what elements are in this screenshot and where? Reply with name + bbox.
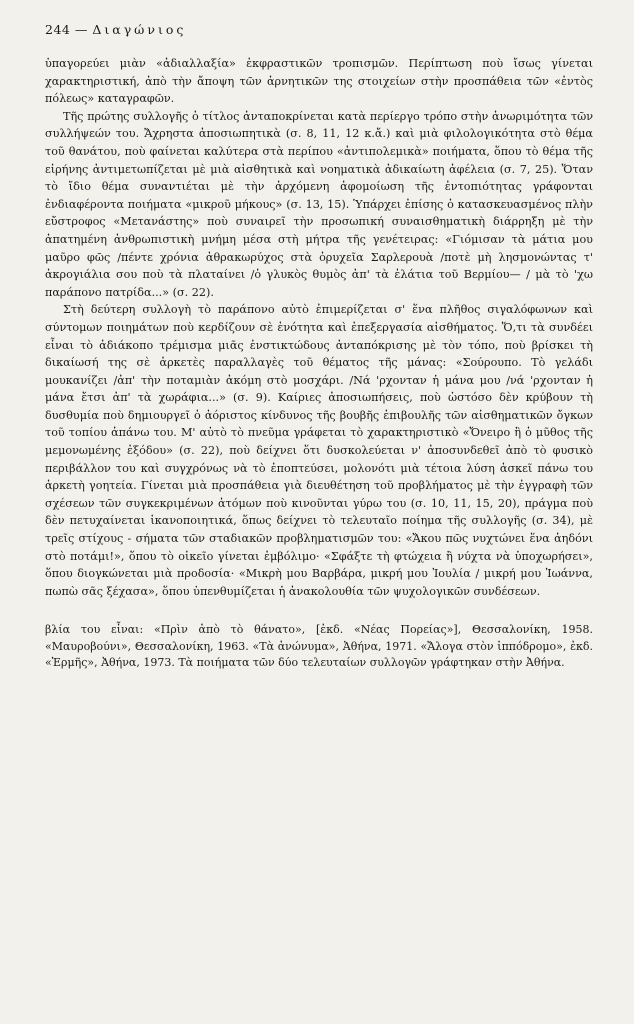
- main-text: [45, 55, 593, 600]
- book-page: [45, 22, 593, 672]
- header-dash: —: [74, 22, 88, 37]
- journal-title: Διαγώνιος: [92, 22, 187, 37]
- paragraph-1: ὑπαγορεύει μιὰν «ἀδιαλλαξία» ἐκφραστικῶν τροπισμῶν. Περίπτωση ποὺ ἴσως γίνεται χαρακτηριστική, ἀπὸ τὴν ἄποψη τῶν ἀρνητικῶν της στοιχείων στὴν προσπάθεια τῶν «ἐντὸς πόλεως» καταγραφῶν.: [45, 57, 593, 106]
- running-header: [45, 22, 593, 37]
- paragraph-3: Στὴ δεύτερη συλλογὴ τὸ παράπονο αὐτὸ ἐπιμερίζεται σ' ἕνα πλῆθος σιγαλόφωνων καὶ σύντομων ποιημάτων ποὺ κερδίζουν σὲ ἑνότητα καὶ ἐπεξεργασία αἰσθήματος. Ὅ,τι τὰ συνδέει εἶναι τὸ ἀδιάκοπο τρέμισμα μιᾶς ἐνστικτώδους ἀνταπόκρισης μὲ τὸν τόπο, ποὺ βρίσκει τὴ δικαίωσή της σὲ ἀρκετὲς παραλλαγὲς τοῦ θέματος τῆς μάνας: «Σούρουπο. Τὸ γελάδι μουκανίζει /ἀπ' τὴν ποταμιὰν ἀκόμη στὸ μοσχάρι. /Νά 'ρχονταν ἡ μάνα μου /νά 'ρχονταν ἡ μάνα ἔτσι ἀπ' τὰ χωράφια...» (σ. 9). Καίριες ἀποσιωπήσεις, ποὺ ὡστόσο δὲν κρύβουν τὴ δυσθυμία ποὺ δημιουργεῖ ὁ ἀόριστος κίνδυνος τῆς βουβῆς ἐπιβουλῆς τῶν αἰσθηματικῶν ὄγκων τοῦ τοπίου ἀπάνω του. Μ' αὐτὸ τὸ πνεῦμα γράφεται τὸ χαρακτηριστικὸ «Ὄνειρο ἢ ὁ μῦθος τῆς μεμονωμένης ἐξόδου» (σ. 22), ποὺ δείχνει ὅτι δυσκολεύεται ν' ἀποσυνδεθεῖ ἀπὸ τὸ φυσικὸ περιβάλλον του καὶ συγχρόνως νὰ τὸ ἐποπτεύσει, μολονότι μιὰ τέτοια λύση ἀσκεῖ πάνω του ἀρκετὴ γοητεία. Γίνεται μιὰ προσπάθεια γιὰ διευθέτηση τοῦ προβλήματος μὲ τὴν ἐγγραφὴ τῶν σχέσεων τῶν συγκεκριμένων ἀτόμων ποὺ κινοῦνται γύρω του (σ. 10, 11, 15, 20), πράγμα ποὺ δὲν πετυχαίνεται ἱκανοποιητικά, ὅπως δείχνει τὸ τελευταῖο ποίημα τῆς συλλογῆς (σ. 34), μὲ τρεῖς στίχους - σήματα τῶν σταδιακῶν προβληματισμῶν του: «Ἄκου πῶς νυχτώνει ἕνα ἀηδόνι στὸ ποτάμι!», ὅπου τὸ οἰκεῖο γίνεται ἐμβόλιμο· «Σφάξτε τὴ φτώχεια ἢ νύχτα νὰ ὑποχωρήσει», ὅπου διογκώνεται μιὰ προδοσία· «Μικρὴ μου Βαρβάρα, μικρή μου Ἰουλία / μικρή μου Ἰωάννα, πωπὼ σᾶς ξέχασα», ὅπου ὑπενθυμίζεται ἡ ἀνακολουθία τῶν ψυχολογικῶν συνδέσεων.: [45, 303, 593, 598]
- footnote-text: βλία του εἶναι: «Πρὶν ἀπὸ τὸ θάνατο», [ἐκδ. «Νέας Πορείας»], Θεσσαλονίκη, 1958. «Μαυροβούνι», Θεσσαλονίκη, 1963. «Τὰ ἀνώνυμα», Ἀθήνα, 1971. «Ἄλογα στὸν ἱππόδρομο», ἐκδ. «Ἑρμῆς», Ἀθήνα, 1973. Τὰ ποιήματα τῶν δύο τελευταίων συλλογῶν γράφτηκαν στὴν Ἀθήνα.: [45, 623, 593, 670]
- paragraph-2: Τῆς πρώτης συλλογῆς ὁ τίτλος ἀνταποκρίνεται κατὰ περίεργο τρόπο στὴν ἀνωριμότητα τῶν συλλήψεών του. Ἄχρηστα ἀποσιωπητικὰ (σ. 8, 11, 12 κ.ἄ.) καὶ μιὰ φιλολογικότητα στὸ θέμα τοῦ θανάτου, ποὺ φαίνεται καλύτερα στὰ περίπου «ἀντιπολεμικὰ» ποιήματα, ὅπου τὸ θέμα τῆς εἰρήνης ἀντιμετωπίζεται μὲ μιὰ αἰσθητικὰ καὶ νοηματικὰ ἀδικαίωτη ἀφέλεια (σ. 7, 25). Ὅταν τὸ ἴδιο θέμα συναντιέται μὲ τὴν ἀρχόμενη ἀφομοίωση τῆς ἐντοπιότητας γράφονται ἐνδιαφέροντα ποιήματα «μικροῦ μήκους» (σ. 13, 15). Ὑπάρχει ἐπίσης ὁ κατασκευασμένος πλὴν εὔστροφος «Μετανάστης» ποὺ συναιρεῖ τὴν προσωπική συναισθηματικὴ διάρρηξη μὲ τὴν ἀπατημένη ἀνθρωπιστικὴ μνήμη μέσα στὴ μήτρα τῆς γενέτειρας: «Γιόμισαν τὰ μάτια μου μαῦρο φῶς /πέντε χρόνια ἀθρακωρύχος στὰ ὀρυχεῖα Σαρλερουὰ /ποτὲ μὴ λησμονώντας τ' ἀκρογιάλια σου ποὺ τὰ πλαταίνει /ὁ γλυκὸς θυμὸς ἀπ' τὰ ἐλάτια τοῦ Βερμίου— / μὰ τὸ 'χω παράπονο πατρίδα...» (σ. 22).: [45, 109, 593, 299]
- footnote: [45, 622, 593, 672]
- page-number: 244: [45, 22, 71, 37]
